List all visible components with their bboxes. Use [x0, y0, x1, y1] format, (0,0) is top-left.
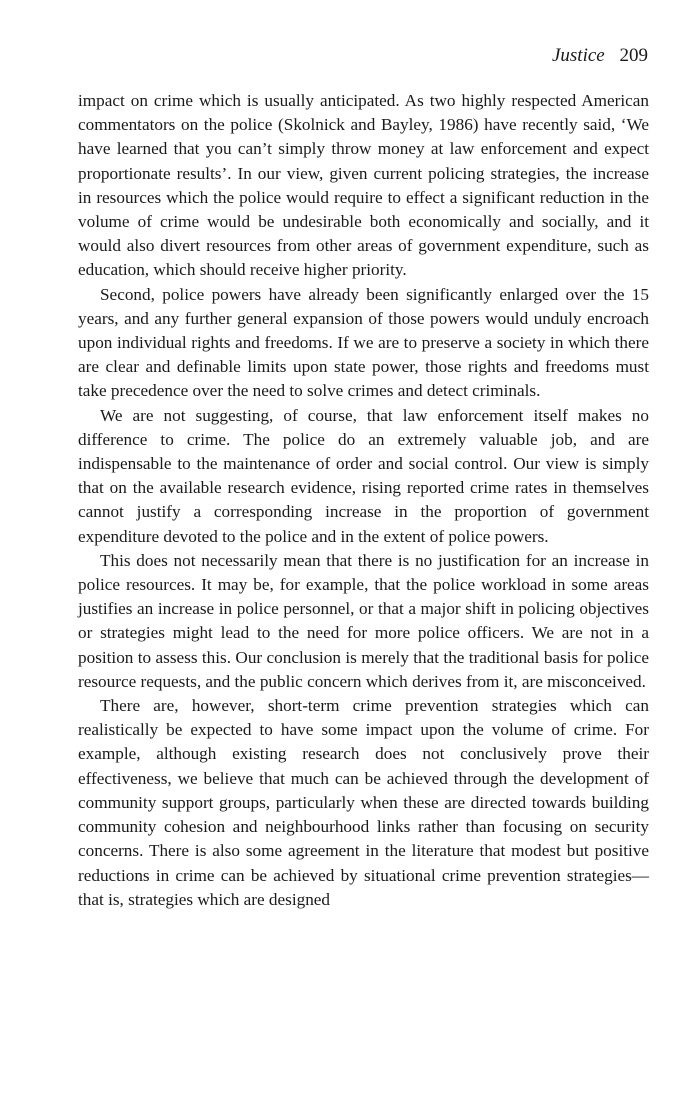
running-header: [552, 44, 648, 68]
paragraph-continued: impact on crime which is usually anticipated. As two highly respected American commentators on the police (Skolnick and Bayley, 1986) have recently said, ‘We have learned that you can’t simply throw money at law enforcement and expect proportionate results’. In our view, given current policing strategies, the increase in resources which the police would require to effect a significant reduction in the volume of crime would be undesirable both economically and socially, and it would also divert resources from other areas of government expenditure, such as education, which should receive higher priority.: [78, 91, 649, 280]
body-text: [78, 89, 649, 912]
paragraph: We are not suggesting, of course, that law enforcement itself makes no difference to crime. The police do an extremely valuable job, and are indispensable to the maintenance of order and social control. Our view is simply that on the available research evidence, rising reported crime rates in themselves cannot justify a corresponding increase in the proportion of government expenditure devoted to the police and in the extent of police powers.: [78, 405, 649, 546]
paragraph: Second, police powers have already been significantly enlarged over the 15 years, and any further general expansion of those powers would unduly encroach upon individual rights and freedoms. If we are to preserve a society in which there are clear and definable limits upon state power, those rights and freedoms must take precedence over the need to solve crimes and detect criminals.: [78, 284, 649, 401]
paragraph: There are, however, short-term crime prevention strategies which can realistically be expected to have some impact upon the volume of crime. For example, although existing research does not conclusively prove their effectiveness, we believe that much can be achieved through the development of community support groups, particularly when these are directed towards building community cohesion and neighbourhood links rather than focusing on security concerns. There is also some agreement in the literature that modest but positive reductions in crime can be achieved by situational crime prevention strategies—that is, strategies which are designed: [78, 696, 649, 909]
running-title: Justice: [551, 45, 605, 66]
paragraph: This does not necessarily mean that there is no justification for an increase in police resources. It may be, for example, that the police workload in some areas justifies an increase in police personnel, or that a major shift in policing objectives or strategies might lead to the need for more police officers. We are not in a position to assess this. Our conclusion is merely that the traditional basis for police resource requests, and the public concern which derives from it, are misconceived.: [78, 550, 649, 691]
page-number: 209: [619, 45, 648, 66]
